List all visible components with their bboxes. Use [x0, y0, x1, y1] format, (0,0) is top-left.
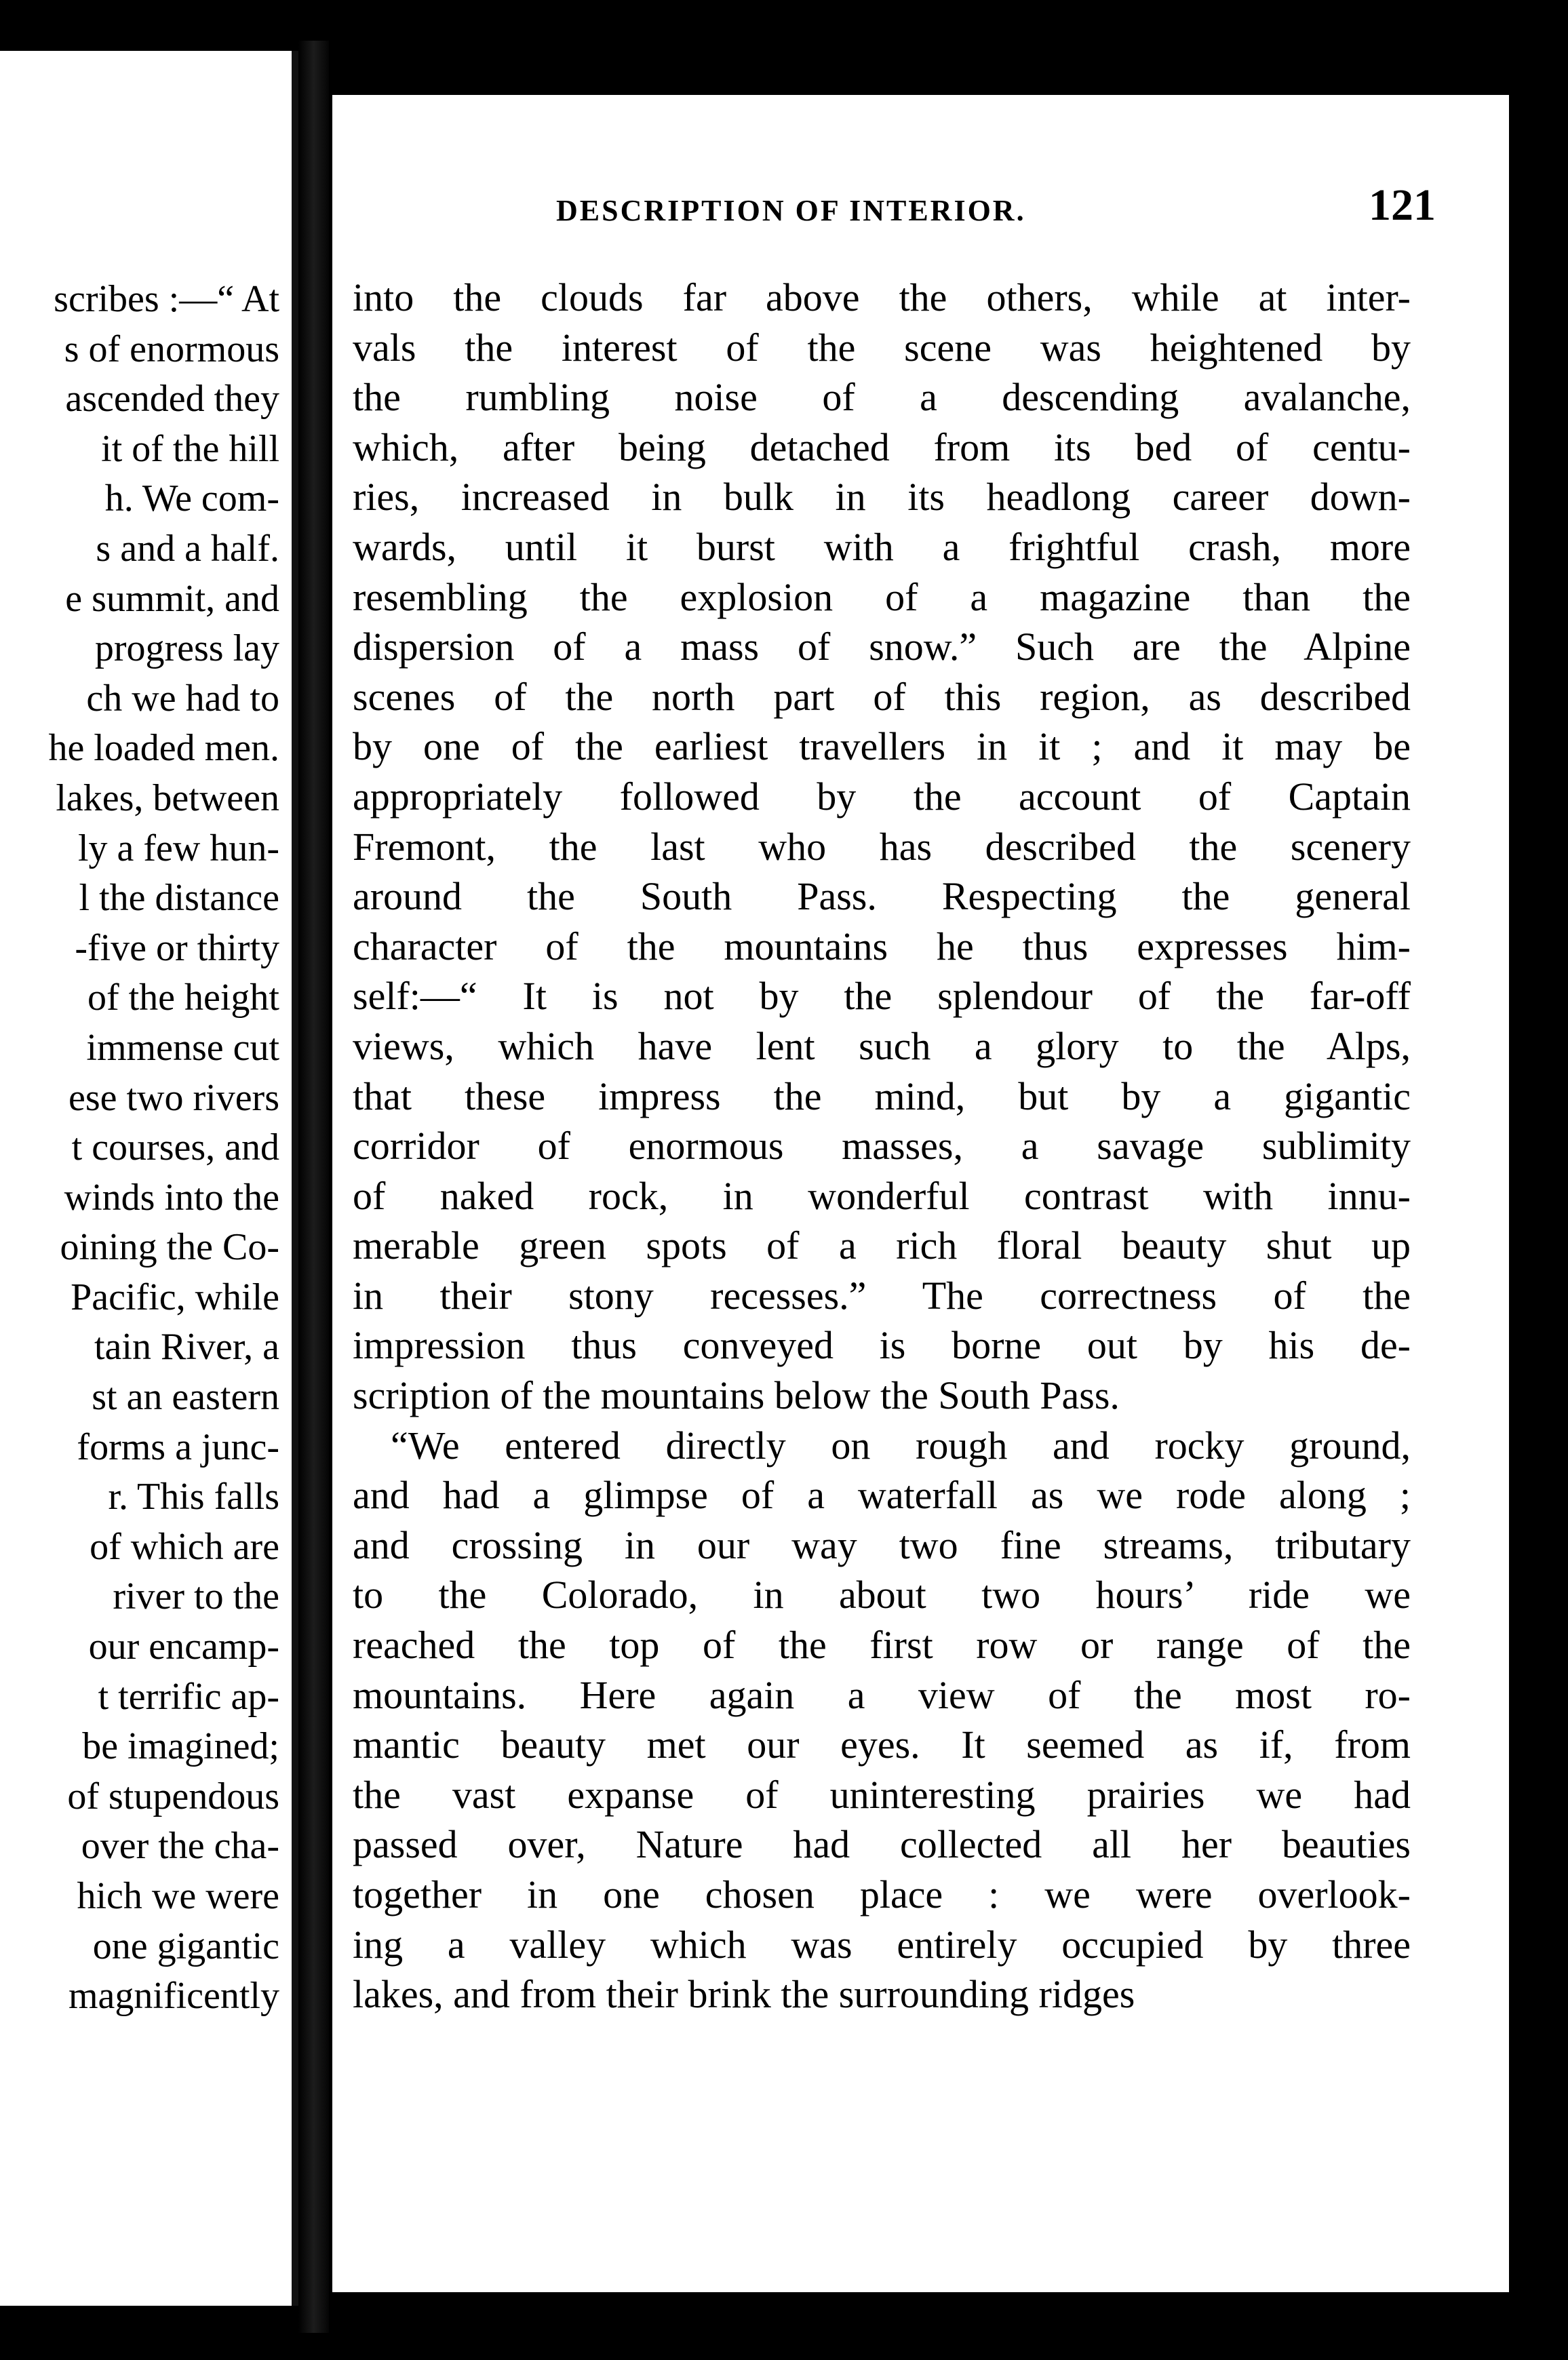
- text-line: s of enormous: [64, 328, 279, 370]
- text-line: one gigantic: [92, 1925, 279, 1967]
- text-line: vals the interest of the scene was heightened by: [353, 325, 1411, 370]
- text-line: merable green spots of a rich floral beauty shut up: [353, 1223, 1411, 1268]
- text-line: and crossing in our way two fine streams, tributary: [353, 1522, 1411, 1567]
- text-line: winds into the: [64, 1176, 279, 1219]
- text-line: ly a few hun-: [77, 827, 279, 869]
- text-line: appropriately followed by the account of Captain: [353, 774, 1411, 819]
- text-line: character of the mountains he thus expresses him-: [353, 924, 1411, 968]
- text-line: self:—“ It is not by the splendour of the far-off: [353, 974, 1411, 1019]
- text-line: oining the Co-: [60, 1226, 279, 1269]
- text-line: immense cut: [86, 1026, 279, 1069]
- text-line: forms a junc-: [77, 1425, 279, 1468]
- text-line: mountains. Here again a view of the most ro-: [353, 1672, 1411, 1717]
- text-line: r. This falls: [108, 1476, 279, 1518]
- text-line: around the South Pass. Respecting the general: [353, 874, 1411, 919]
- running-head: DESCRIPTION OF INTERIOR.: [556, 194, 1026, 227]
- text-line: our encamp-: [88, 1626, 279, 1668]
- text-line: it of the hill: [101, 427, 279, 470]
- text-line: ries, increased in bulk in its headlong career down-: [353, 475, 1411, 519]
- text-line: be imagined;: [82, 1725, 279, 1768]
- left-facing-page: [0, 51, 298, 2306]
- text-line: mantic beauty met our eyes. It seemed as if, from: [353, 1723, 1411, 1767]
- text-line: in their stony recesses.” The correctness of the: [353, 1273, 1411, 1318]
- text-line: that these impress the mind, but by a gigantic: [353, 1074, 1411, 1118]
- page-body-text: [353, 273, 1411, 2020]
- text-line: of naked rock, in wonderful contrast with innu-: [353, 1173, 1411, 1218]
- text-line: l the distance: [79, 877, 279, 920]
- page-number: 121: [1369, 180, 1436, 230]
- text-line: to the Colorado, in about two hours’ ride we: [353, 1573, 1411, 1617]
- book-gutter: [298, 41, 329, 2333]
- text-line: Fremont, the last who has described the scenery: [353, 824, 1411, 869]
- text-line: ing a valley which was entirely occupied by three: [353, 1922, 1411, 1967]
- text-line: ch we had to: [86, 677, 279, 720]
- text-line: t terrific ap-: [98, 1675, 279, 1718]
- text-line: hich we were: [77, 1875, 279, 1917]
- text-line: of the height: [87, 977, 279, 1019]
- text-line: by one of the earliest travellers in it ; and it may be: [353, 724, 1411, 769]
- text-line: into the clouds far above the others, while at inter-: [353, 275, 1411, 319]
- text-line: s and a half.: [96, 527, 279, 570]
- text-line: h. We com-: [104, 477, 279, 520]
- text-line: river to the: [113, 1575, 279, 1618]
- text-line: ascended they: [65, 378, 279, 420]
- text-line: scription of the mountains below the South Pass.: [353, 1373, 1120, 1418]
- text-line: which, after being detached from its bed of centu-: [353, 425, 1411, 469]
- text-line: the rumbling noise of a descending avalanche,: [353, 375, 1411, 420]
- text-line: and had a glimpse of a waterfall as we rode along ;: [353, 1473, 1411, 1518]
- text-line: Pacific, while: [71, 1276, 279, 1318]
- text-line: scribes :—“ At: [54, 278, 279, 320]
- text-line: corridor of enormous masses, a savage sublimity: [353, 1124, 1411, 1168]
- text-line: magnificently: [68, 1975, 279, 2018]
- text-line: ese two rivers: [68, 1076, 279, 1119]
- text-line: views, which have lent such a glory to the Alps,: [353, 1023, 1411, 1068]
- text-line: together in one chosen place : we were overlook-: [353, 1872, 1411, 1916]
- text-line: passed over, Nature had collected all her beauties: [353, 1822, 1411, 1867]
- text-line: “We entered directly on rough and rocky ground,: [391, 1423, 1411, 1468]
- text-line: over the cha-: [81, 1825, 279, 1868]
- text-line: wards, until it burst with a frightful crash, more: [353, 524, 1411, 569]
- text-line: of stupendous: [67, 1775, 279, 1817]
- text-line: e summit, and: [65, 577, 279, 620]
- text-line: tain River, a: [94, 1326, 279, 1369]
- text-line: the vast expanse of uninteresting prairies we had: [353, 1772, 1411, 1817]
- text-line: reached the top of the first row or range of the: [353, 1623, 1411, 1668]
- text-line: he loaded men.: [48, 727, 279, 770]
- text-line: t courses, and: [71, 1126, 279, 1169]
- right-page: [332, 95, 1509, 2292]
- text-line: resembling the explosion of a magazine than the: [353, 574, 1411, 619]
- text-line: dispersion of a mass of snow.” Such are the Alpine: [353, 625, 1411, 669]
- text-line: progress lay: [94, 627, 279, 670]
- text-line: impression thus conveyed is borne out by his de-: [353, 1323, 1411, 1368]
- text-line: lakes, between: [56, 776, 279, 819]
- text-line: st an eastern: [92, 1376, 279, 1419]
- text-line: lakes, and from their brink the surrounding ridges: [353, 1972, 1135, 2017]
- left-page-text: [0, 275, 279, 2022]
- text-line: of which are: [90, 1525, 279, 1568]
- text-line: -five or thirty: [75, 926, 279, 969]
- text-line: scenes of the north part of this region, as described: [353, 674, 1411, 719]
